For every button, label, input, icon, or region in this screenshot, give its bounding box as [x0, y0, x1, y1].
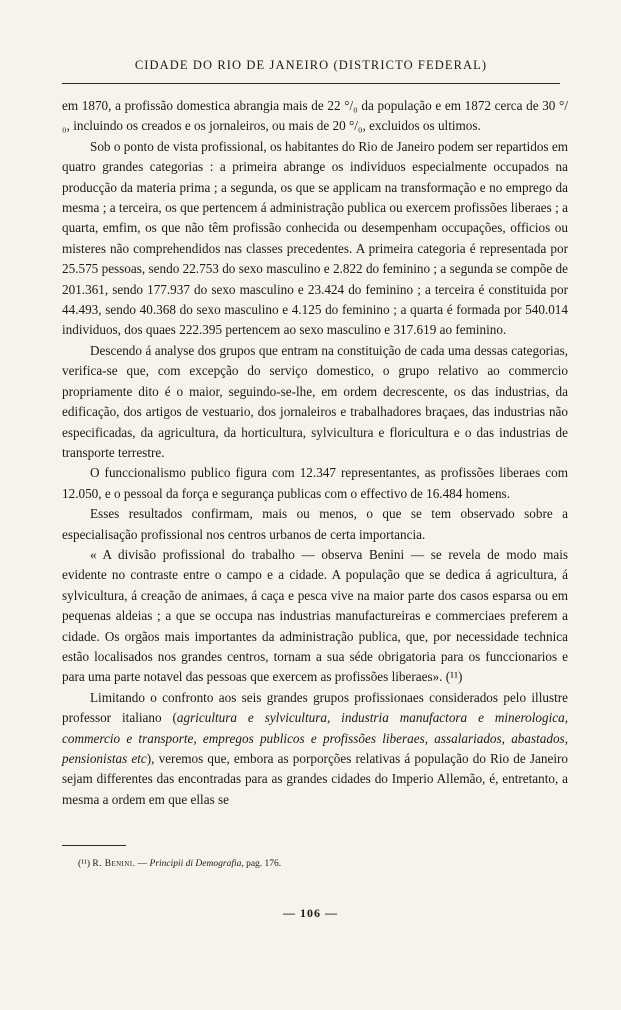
- footnote-marker: (¹¹): [78, 859, 91, 869]
- footnote-rule: [62, 845, 126, 846]
- footnote-author: R. Benini.: [92, 859, 136, 869]
- running-header: CIDADE DO RIO DE JANEIRO (DISTRICTO FEDERAL): [134, 58, 488, 72]
- paragraph-6-quote: « A divisão profissional do trabalho — observa Benini — se revela de modo mais evidente no contraste entre o campo e a cidade. A população que se dedica á agricultura, á sylvicultura, á creação de animaes, á caça e pesca vive na maior parte dos casos esparsa ou em pequenas aldeias ; a que se occupa nas industrias manufactureiras e commerciaes preferem a cidade. Os orgãos mais importantes da administração publica, que, por necessidade technica estão localisados nos grandes centros, tornam a sua séde obrigatoria para os funccionarios e para uma parte notavel das pessoas que exercem as profissões liberaes». (¹¹): [62, 546, 568, 685]
- paragraph-7: [62, 688, 568, 810]
- header-rule: [62, 83, 560, 84]
- paragraph-1: em 1870, a profissão domestica abrangia mais de 22 °/₀ da população e em 1872 cerca de 30 °/₀, incluindo os creados e os jornaleiros, ou mais de 20 °/₀, excluidos os ultimos.: [62, 98, 568, 134]
- page-number: — 106 —: [283, 906, 338, 920]
- paragraph-5: Esses resultados confirmam, mais ou menos, o que se tem observado sobre a especialisação profissional nos centros urbanos de certa importancia.: [62, 506, 568, 542]
- paragraph-7-groups: agricultura e sylvicultura, industria manufactora e minerologica, commercio e transporte, empregos publicos e profissões liberaes, assalariados, abastados, pensionistas etc: [62, 710, 568, 766]
- paragraph-2: Sob o ponto de vista profissional, os habitantes do Rio de Janeiro podem ser repartidos em quatro grandes categorias : a primeira abrange os individuos especialmente occupados na producção da materia prima ; a segunda, os que se applicam na transformação e no emprego da mesma ; a terceira, os que pertencem á administração publica ou exercem profissões liberaes ; a quarta, emfim, os que não têm profissão conhecida ou desempenham occupações, officios ou misteres não comprehendidos nas classes precedentes. A primeira categoria é representada por 25.575 pessoas, sendo 22.753 do sexo masculino e 2.822 do feminino ; a segunda se compõe de 201.361, sendo 177.937 do sexo masculino e 23.424 do feminino ; a terceira é constituida por 44.493, sendo 40.368 do sexo masculino e 4.125 do feminino ; a quarta é formada por 540.014 individuos, dos quaes 222.395 pertencem ao sexo masculino e 317.619 ao feminino.: [62, 138, 568, 338]
- body-text: [62, 96, 568, 810]
- footnote: [78, 858, 558, 870]
- footnote-dash: —: [135, 859, 150, 869]
- paragraph-4: O funccionalismo publico figura com 12.347 representantes, as profissões liberaes com 12.050, e o pessoal da força e segurança publicas com o effectivo de 16.484 homens.: [62, 465, 568, 501]
- footnote-pages: , pag. 176.: [241, 859, 282, 869]
- paragraph-7-tail: ), veremos que, embora as porporções relativas á população do Rio de Janeiro sejam differentes das encontradas para as grandes cidades do Imperio Allemão, é, entretanto, a mesma a ordem em que ellas se: [62, 751, 568, 807]
- paragraph-7-lead: Limitando o confronto aos seis grandes grupos profissionaes considerados pelo illustre professor italiano (: [62, 689, 568, 726]
- paragraph-3: Descendo á analyse dos grupos que entram na constituição de cada uma dessas categorias, verifica-se que, com excepção do serviço domestico, o grupo relativo ao commercio propriamente dito é o maior, seguindo-se-lhe, em ordem decrescente, os das industrias, da edificação, dos artigos de vestuario, dos jornaleiros e trabalhadores braçaes, das industrias não especificadas, da agricultura, da horticultura, sylvicultura e floricultura e o das industrias de transporte terrestre.: [62, 342, 568, 460]
- footnote-work: Principii di Demografia: [149, 859, 242, 869]
